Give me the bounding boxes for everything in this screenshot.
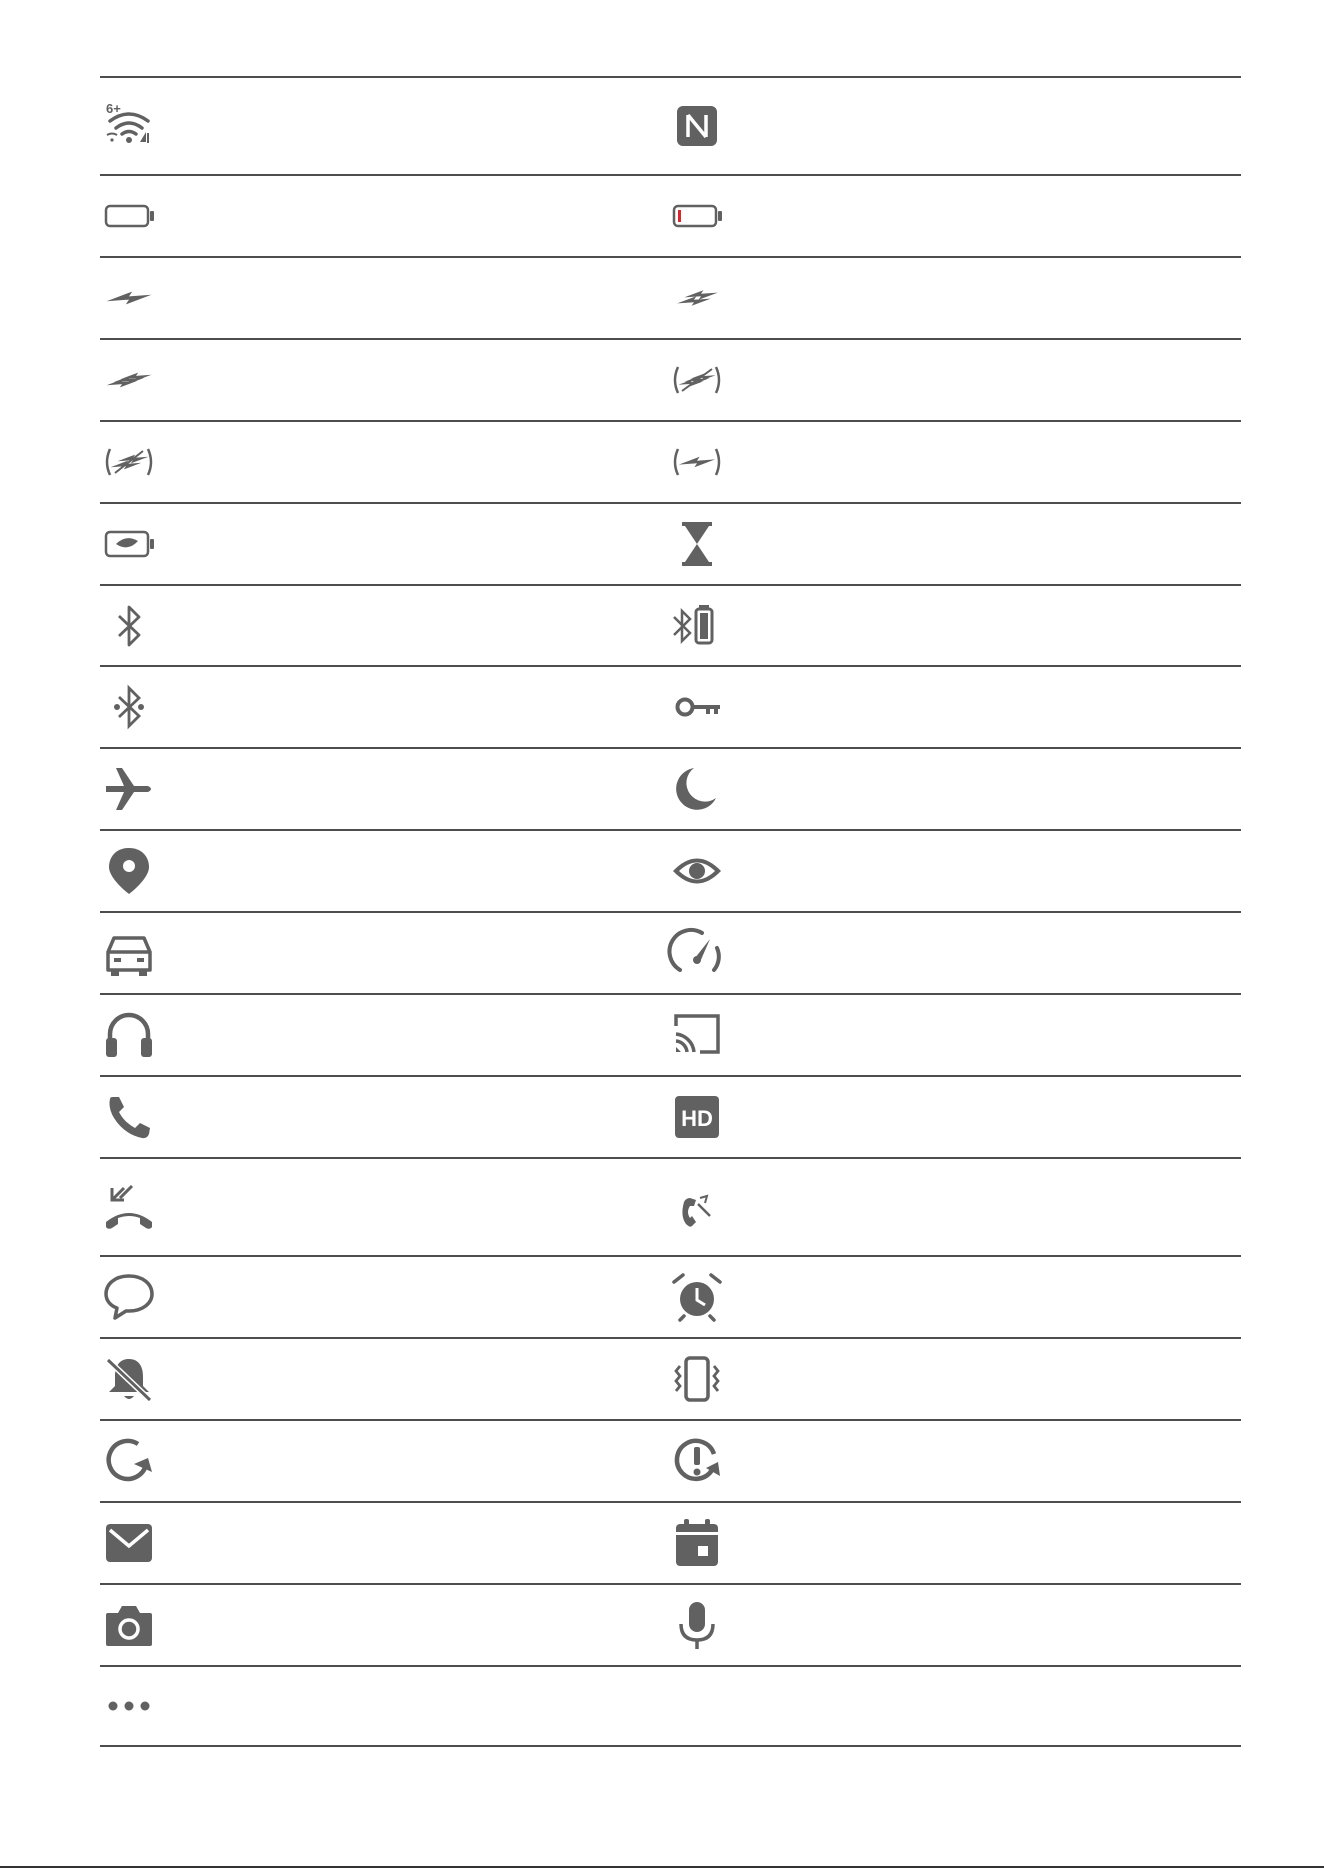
- table-row: [100, 1337, 1241, 1419]
- icon-cell: [670, 586, 1230, 665]
- charging-icon: [102, 271, 156, 325]
- table-row: [100, 76, 1241, 174]
- icon-cell: [670, 1257, 1230, 1337]
- missed-call-icon: [102, 1180, 156, 1234]
- table-row: [100, 747, 1241, 829]
- driving-mode-icon: [102, 926, 156, 980]
- silent-bell-icon: [102, 1352, 156, 1406]
- icon-cell: [670, 1077, 1230, 1157]
- camera-icon: [102, 1598, 156, 1652]
- icon-cell: [670, 1667, 1230, 1745]
- new-email-icon: [102, 1516, 156, 1570]
- alarm-icon: [670, 1270, 724, 1324]
- wireless-charging-icon: [670, 435, 724, 489]
- call-icon: [102, 1090, 156, 1144]
- headset-icon: [102, 1008, 156, 1062]
- table-row: [100, 1665, 1241, 1747]
- icon-cell: [102, 422, 662, 502]
- icon-cell: [102, 749, 662, 829]
- icon-cell: [102, 995, 662, 1075]
- icon-cell: [102, 258, 662, 338]
- bluetooth-device-connected-icon: [102, 680, 156, 734]
- table-row: [100, 174, 1241, 256]
- super-charging-icon: [102, 353, 156, 407]
- svg-text:HD: HD: [681, 1106, 713, 1131]
- table-row: [100, 584, 1241, 665]
- table-row: [100, 1501, 1241, 1583]
- vibration-icon: [670, 1352, 724, 1406]
- syncing-icon: [102, 1434, 156, 1488]
- icon-cell: [102, 913, 662, 993]
- icon-cell: [102, 586, 662, 665]
- airplane-mode-icon: [102, 762, 156, 816]
- sync-failed-icon: [670, 1434, 724, 1488]
- icon-cell: [102, 340, 662, 420]
- table-row: [100, 256, 1241, 338]
- icon-cell: [670, 913, 1230, 993]
- table-row: [100, 829, 1241, 911]
- vpn-key-icon: [670, 680, 724, 734]
- icon-cell: [102, 1585, 662, 1665]
- event-reminder-icon: [670, 1516, 724, 1570]
- icon-cell: [102, 667, 662, 747]
- battery-icon: [102, 189, 156, 243]
- page-footer-rule: [0, 1866, 1324, 1868]
- icon-cell: [670, 258, 1230, 338]
- icon-cell: [670, 749, 1230, 829]
- table-row: [100, 1255, 1241, 1337]
- icon-cell: [670, 1421, 1230, 1501]
- icon-cell: [102, 1421, 662, 1501]
- table-row: [100, 420, 1241, 502]
- more-notifications-icon: [102, 1679, 156, 1733]
- table-row: [100, 1075, 1241, 1157]
- location-icon: [102, 844, 156, 898]
- icon-cell: [102, 831, 662, 911]
- icon-cell: [102, 504, 662, 584]
- performance-mode-icon: [670, 926, 724, 980]
- digital-balance-icon: [670, 517, 724, 571]
- icon-cell: [102, 1339, 662, 1419]
- projection-cast-icon: [670, 1008, 724, 1062]
- icon-cell: [102, 78, 662, 174]
- wireless-fast-charging-icon: [102, 435, 156, 489]
- icon-cell: [670, 422, 1230, 502]
- table-row: [100, 911, 1241, 993]
- do-not-disturb-moon-icon: [670, 762, 724, 816]
- status-icon-table: [100, 76, 1241, 1747]
- svg-text:6+: 6+: [106, 101, 121, 116]
- nfc-icon: [670, 99, 724, 153]
- icon-cell: [670, 78, 1230, 174]
- icon-cell: [670, 1159, 1230, 1255]
- icon-cell: [102, 1159, 662, 1255]
- wireless-super-charging-icon: [670, 353, 724, 407]
- table-row: [100, 1419, 1241, 1501]
- power-saving-mode-icon: [102, 517, 156, 571]
- icon-cell: [102, 176, 662, 256]
- icon-cell: [670, 504, 1230, 584]
- icon-cell: [102, 1667, 662, 1745]
- icon-cell: [670, 1503, 1230, 1583]
- new-message-icon: [102, 1270, 156, 1324]
- table-row: [100, 1583, 1241, 1665]
- icon-cell: [670, 831, 1230, 911]
- table-row: [100, 338, 1241, 420]
- icon-cell: [670, 340, 1230, 420]
- table-row: [100, 665, 1241, 747]
- hd-volte-icon: [670, 1090, 724, 1144]
- table-row: [100, 993, 1241, 1075]
- icon-cell: [102, 1257, 662, 1337]
- table-row: [100, 502, 1241, 584]
- icon-cell: [102, 1503, 662, 1583]
- icon-cell: [670, 1339, 1230, 1419]
- icon-cell: [670, 1585, 1230, 1665]
- wifi-6-plus-icon: [102, 99, 156, 153]
- bluetooth-device-battery-icon: [670, 599, 724, 653]
- icon-cell: [670, 176, 1230, 256]
- microphone-icon: [670, 1598, 724, 1652]
- bluetooth-icon: [102, 599, 156, 653]
- icon-cell: [670, 995, 1230, 1075]
- fast-charging-icon: [670, 271, 724, 325]
- eye-comfort-icon: [670, 844, 724, 898]
- icon-cell: [670, 667, 1230, 747]
- table-row: [100, 1157, 1241, 1255]
- icon-cell: [102, 1077, 662, 1157]
- battery-low-icon: [670, 189, 724, 243]
- call-forwarding-icon: [670, 1180, 724, 1234]
